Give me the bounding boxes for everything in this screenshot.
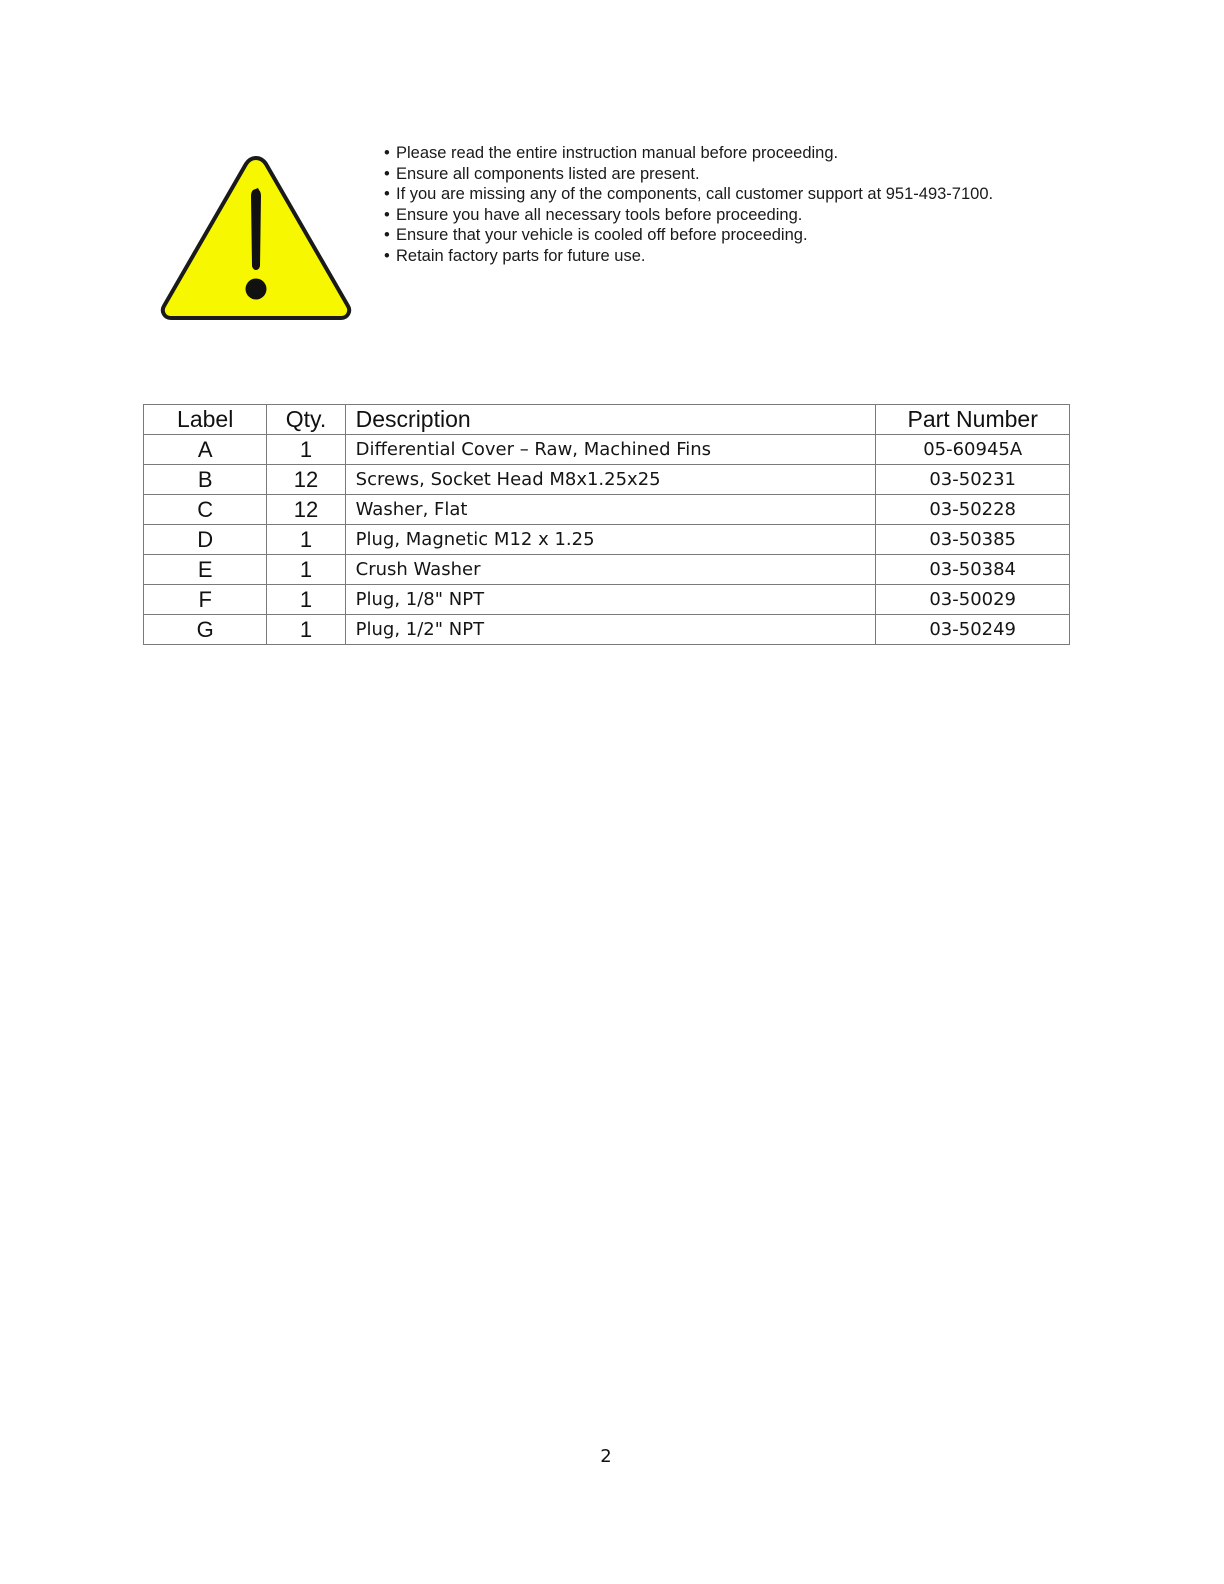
- row-description: Plug, 1/8" NPT: [345, 585, 876, 615]
- bullet-icon: •: [384, 185, 390, 203]
- row-description: Screws, Socket Head M8x1.25x25: [345, 465, 876, 495]
- table-row: [144, 465, 1070, 495]
- row-label: B: [144, 465, 267, 495]
- header-qty: Qty.: [267, 405, 345, 435]
- bullet-icon: •: [384, 246, 390, 265]
- table-row: [144, 585, 1070, 615]
- header-description: Description: [345, 405, 876, 435]
- row-qty: 12: [267, 495, 345, 525]
- row-part-number: 03-50385: [876, 525, 1070, 555]
- row-part-number: 03-50231: [876, 465, 1070, 495]
- row-description: Plug, 1/2" NPT: [345, 615, 876, 645]
- row-label: G: [144, 615, 267, 645]
- row-qty: 1: [267, 435, 345, 465]
- bullet-icon: •: [384, 226, 390, 244]
- instruction-item: • If you are missing any of the components, call customer support at 951-493-7100.: [384, 185, 994, 203]
- table-row: [144, 555, 1070, 585]
- row-label: C: [144, 495, 267, 525]
- instruction-item: • Ensure that your vehicle is cooled off before proceeding.: [384, 226, 808, 244]
- warning-triangle-icon: [158, 150, 354, 324]
- row-description: Plug, Magnetic M12 x 1.25: [345, 525, 876, 555]
- row-qty: 1: [267, 615, 345, 645]
- table-row: [144, 495, 1070, 525]
- instruction-item: • Retain factory parts for future use.: [384, 246, 646, 265]
- row-qty: 12: [267, 465, 345, 495]
- instruction-item: • Ensure you have all necessary tools before proceeding.: [384, 205, 803, 224]
- table-row: [144, 435, 1070, 465]
- row-label: E: [144, 555, 267, 585]
- row-qty: 1: [267, 555, 345, 585]
- row-label: F: [144, 585, 267, 615]
- bullet-icon: •: [384, 144, 390, 162]
- row-part-number: 03-50029: [876, 585, 1070, 615]
- instruction-item: • Please read the entire instruction manual before proceeding.: [384, 144, 839, 162]
- row-part-number: 05-60945A: [876, 435, 1070, 465]
- row-part-number: 03-50249: [876, 615, 1070, 645]
- row-qty: 1: [267, 585, 345, 615]
- row-description: Differential Cover – Raw, Machined Fins: [345, 435, 876, 465]
- bullet-icon: •: [384, 164, 390, 183]
- row-qty: 1: [267, 525, 345, 555]
- page-number: 2: [600, 1446, 612, 1467]
- table-row: [144, 615, 1070, 645]
- row-label: D: [144, 525, 267, 555]
- row-description: Washer, Flat: [345, 495, 876, 525]
- row-description: Crush Washer: [345, 555, 876, 585]
- header-label: Label: [144, 405, 267, 435]
- table-header-row: [144, 405, 1070, 435]
- instruction-item: • Ensure all components listed are present.: [384, 164, 700, 183]
- instruction-list: [384, 143, 993, 266]
- table-row: [144, 525, 1070, 555]
- bullet-icon: •: [384, 205, 390, 224]
- header-part-number: Part Number: [876, 405, 1070, 435]
- row-part-number: 03-50384: [876, 555, 1070, 585]
- parts-table: [143, 404, 1070, 645]
- row-label: A: [144, 435, 267, 465]
- row-part-number: 03-50228: [876, 495, 1070, 525]
